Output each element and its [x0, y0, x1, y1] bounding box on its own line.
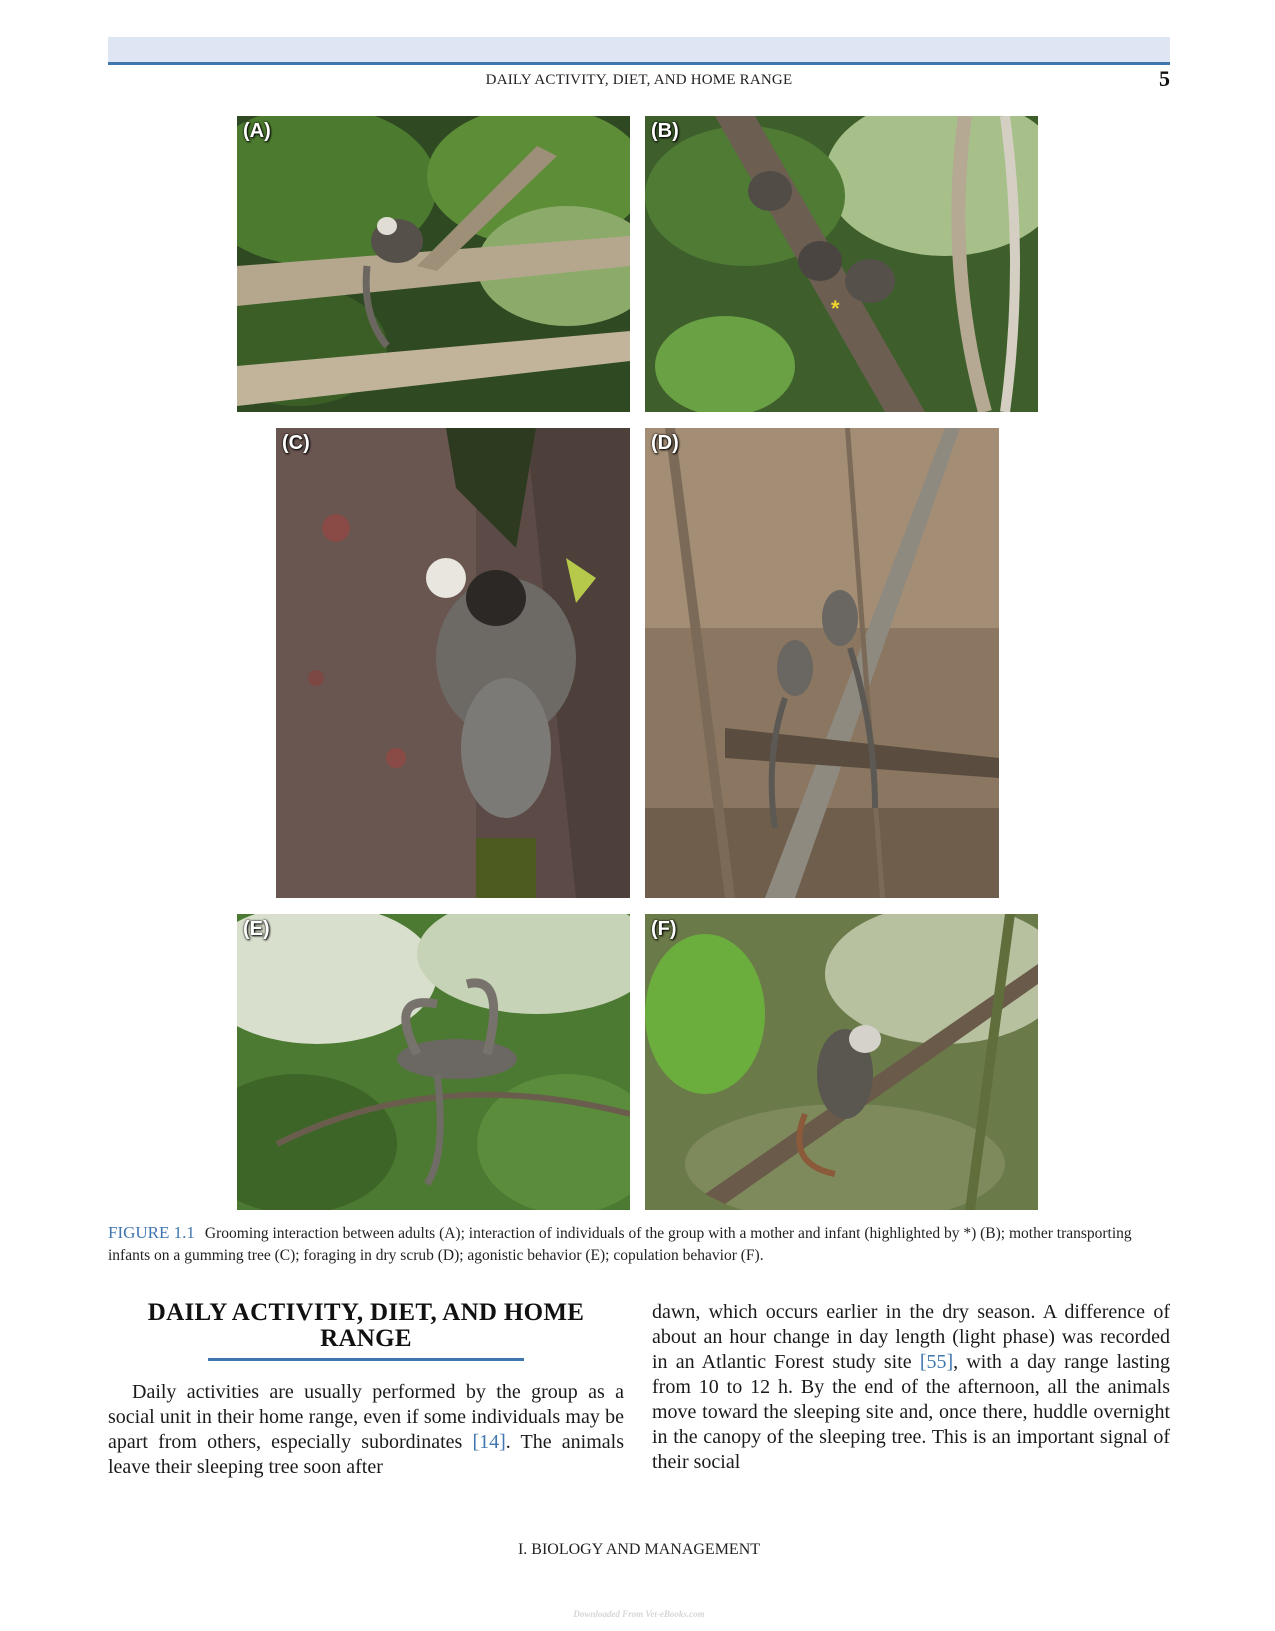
photo-agonistic-behavior [237, 914, 630, 1210]
download-watermark: Downloaded From Vet-eBooks.com [573, 1609, 705, 1619]
photo-copulation-behavior [645, 914, 1038, 1210]
panel-label-c: (C) [282, 432, 310, 454]
photo-mother-infant-group [645, 116, 1038, 412]
footer-section-label: I. BIOLOGY AND MANAGEMENT [517, 1541, 761, 1558]
panel-label-b: (B) [651, 120, 679, 142]
photo-mother-gumming-tree [276, 428, 630, 898]
running-head: DAILY ACTIVITY, DIET, AND HOME RANGE [485, 72, 793, 88]
panel-label-d: (D) [651, 432, 679, 454]
photo-foraging-dry-scrub [645, 428, 999, 898]
citation-link-55[interactable]: [55] [919, 1351, 954, 1373]
citation-link-14[interactable]: [14] [472, 1431, 506, 1453]
body-text-left-column [108, 1380, 624, 1480]
left-column-text: Daily activities are usually performed by the group as a social unit in their home range, even if some individuals may be apart from others, especially subordinates [108, 1381, 624, 1453]
header-band [108, 37, 1170, 65]
section-heading: DAILY ACTIVITY, DIET, AND HOME RANGE [147, 1299, 585, 1352]
photo-grooming-adults [237, 116, 630, 412]
right-column-text: dawn, which occurs earlier in the dry season. A difference of about an hour change in day length (light phase) was recorded in an Atlantic Forest study site [652, 1301, 1170, 1373]
figure-caption-label: FIGURE 1.1 [108, 1223, 195, 1242]
page-number: 5 [1159, 66, 1170, 91]
right-column-text-continued: , with a day range lasting from 10 to 12 h. By the end of the afternoon, all the animals move toward the sleeping site and, once there, huddle overnight in the canopy of the sleeping tree. This is an important signal of their social [652, 1351, 1170, 1473]
left-column-text-continued: . The animals leave their sleeping tree soon after [108, 1431, 624, 1478]
panel-label-e: (E) [243, 918, 270, 940]
figure-panel-c [276, 428, 630, 898]
figure-panel-e [237, 914, 630, 1210]
heading-rule [208, 1358, 524, 1361]
panel-label-f: (F) [651, 918, 677, 940]
panel-label-a: (A) [243, 120, 271, 142]
figure-panel-d [645, 428, 999, 898]
figure-panel-b [645, 116, 1038, 412]
figure-panel-f [645, 914, 1038, 1210]
figure-caption [108, 1222, 1170, 1267]
infant-marker: * [831, 296, 840, 321]
figure-panel-a [237, 116, 630, 412]
figure-caption-text: Grooming interaction between adults (A); interaction of individuals of the group with a mother and infant (highlighted by *) (B); mother transporting infants on a gumming tree (C); foraging in dry scrub (D); agonistic behavior (E); copulation behavior (F). [108, 1225, 1132, 1264]
body-text-right-column [652, 1300, 1170, 1475]
